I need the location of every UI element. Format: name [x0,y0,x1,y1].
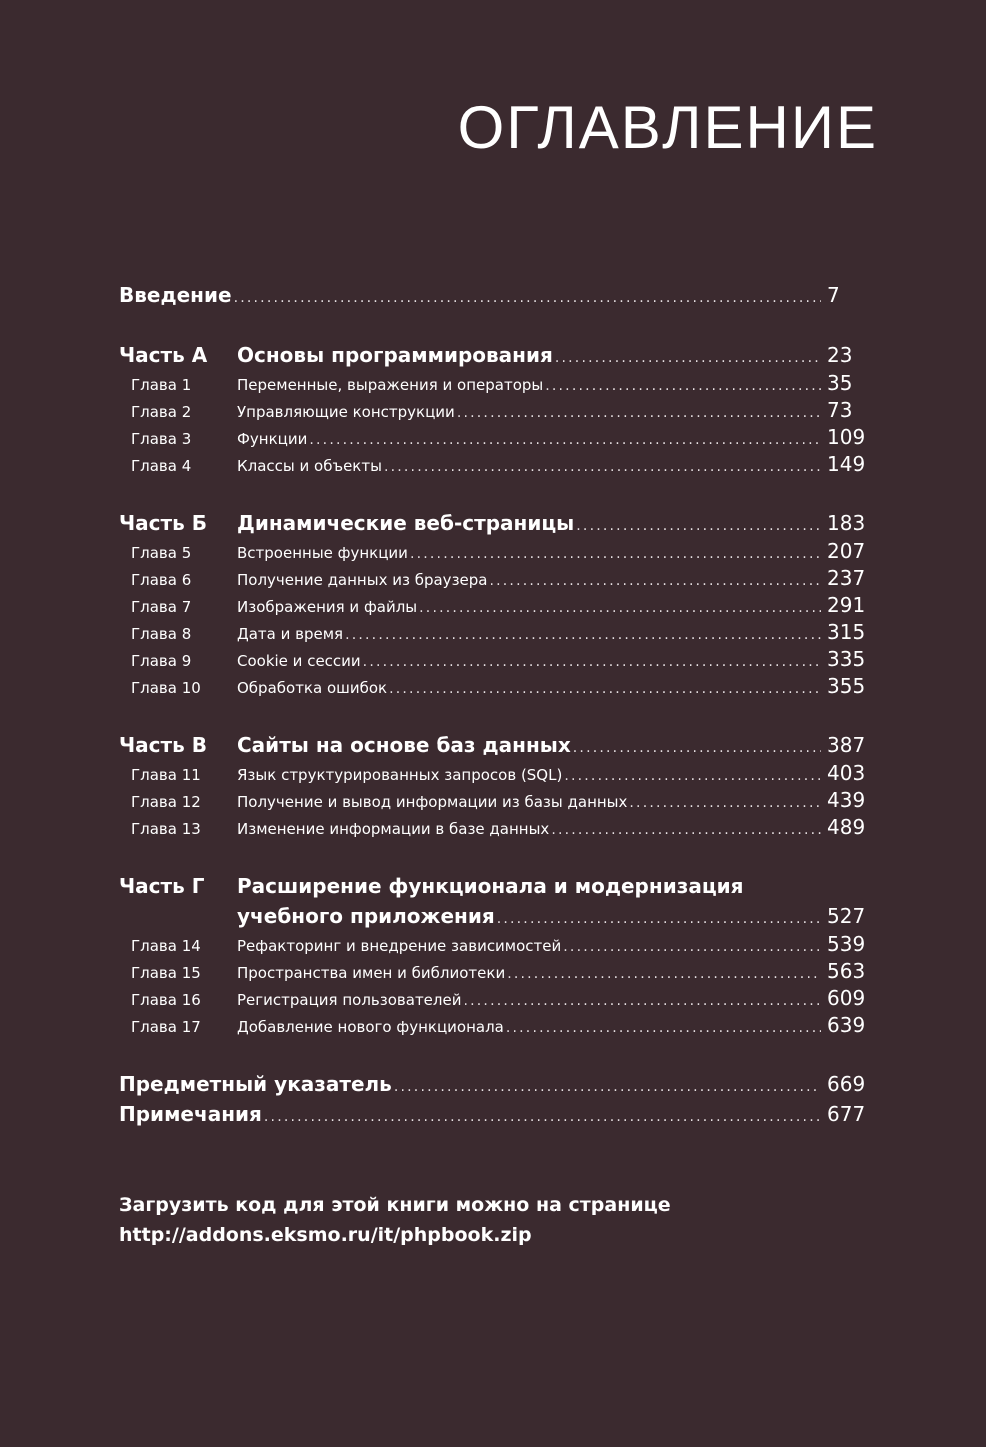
toc-chapter[interactable] [119,397,879,424]
page-number: 489 [827,815,866,839]
download-note [119,1190,671,1250]
toc-entry-intro[interactable] [119,280,879,310]
page-number: 639 [827,1013,866,1037]
toc-chapter[interactable] [119,370,879,397]
entry-title: Примечания [119,1102,262,1126]
entry-label: Глава 9 [131,652,192,670]
dot-leader [389,676,821,703]
page-number: 669 [827,1072,866,1096]
entry-title: Изображения и файлы [237,598,418,616]
entry-label: Глава 8 [131,625,192,643]
page-number: 527 [827,904,866,928]
page-number: 237 [827,566,866,590]
download-url[interactable]: http://addons.eksmo.ru/it/phpbook.zip [119,1224,532,1246]
page-number: 335 [827,647,866,671]
dot-leader [563,934,821,961]
dot-leader [555,343,821,373]
dot-leader [564,763,821,790]
toc-chapter[interactable] [119,985,879,1012]
entry-title: Получение данных из браузера [237,571,488,589]
dot-leader [463,988,821,1015]
toc-chapter[interactable] [119,1012,879,1039]
entry-label: Глава 17 [131,1018,201,1036]
dot-leader [384,454,821,481]
page-number: 677 [827,1102,866,1126]
entry-label: Глава 15 [131,964,201,982]
dot-leader [576,511,821,541]
toc-entry-index[interactable] [119,1069,879,1099]
entry-title: Динамические веб-страницы [237,511,575,535]
entry-title: Добавление нового функционала [237,1018,504,1036]
entry-label: Часть В [119,733,207,757]
toc-part[interactable] [119,508,879,538]
page-number: 35 [827,371,853,395]
entry-label: Глава 14 [131,937,201,955]
toc-chapter[interactable] [119,814,879,841]
toc-part-title-cont[interactable] [119,901,879,931]
download-text: Загрузить код для этой книги можно на странице [119,1194,671,1216]
entry-label: Глава 4 [131,457,192,475]
dot-leader [419,595,821,622]
page-number: 291 [827,593,866,617]
page-number: 7 [827,283,840,307]
page-number: 403 [827,761,866,785]
dot-leader [363,649,821,676]
entry-title: учебного приложения [237,904,495,928]
dot-leader [345,622,821,649]
toc-chapter[interactable] [119,760,879,787]
entry-label: Глава 6 [131,571,192,589]
page-number: 387 [827,733,866,757]
page-number: 315 [827,620,866,644]
entry-title: Основы программирования [237,343,553,367]
toc-part[interactable] [119,730,879,760]
entry-label: Часть А [119,343,208,367]
page-number: 355 [827,674,866,698]
entry-label: Часть Б [119,511,207,535]
dot-leader [410,541,821,568]
toc-part-title[interactable] [119,871,879,901]
dot-leader [394,1072,821,1102]
dot-leader [497,904,821,934]
entry-title: Регистрация пользователей [237,991,462,1009]
table-of-contents [119,280,879,1129]
dot-leader [264,1102,821,1132]
entry-label: Часть Г [119,874,205,898]
entry-title: Язык структурированных запросов (SQL) [237,766,563,784]
toc-chapter[interactable] [119,538,879,565]
entry-title: Изменение информации в базе данных [237,820,550,838]
dot-leader [309,427,821,454]
dot-leader [545,373,821,400]
toc-chapter[interactable] [119,619,879,646]
entry-label: Глава 12 [131,793,201,811]
page-number: 439 [827,788,866,812]
entry-title: Введение [119,283,232,307]
dot-leader [489,568,821,595]
entry-title: Классы и объекты [237,457,382,475]
entry-label: Глава 2 [131,403,192,421]
toc-entry-notes[interactable] [119,1099,879,1129]
entry-title: Управляющие конструкции [237,403,455,421]
entry-title: Предметный указатель [119,1072,392,1096]
entry-title: Пространства имен и библиотеки [237,964,506,982]
entry-title: Встроенные функции [237,544,408,562]
page-number: 73 [827,398,853,422]
toc-part[interactable] [119,340,879,370]
entry-title: Cookie и сессии [237,652,361,670]
entry-label: Глава 1 [131,376,192,394]
entry-title: Расширение функционала и модернизация [237,874,744,898]
entry-title: Получение и вывод информации из базы данных [237,793,628,811]
page-number: 609 [827,986,866,1010]
page-number: 23 [827,343,853,367]
dot-leader [507,961,821,988]
entry-title: Переменные, выражения и операторы [237,376,544,394]
page-number: 149 [827,452,866,476]
toc-chapter[interactable] [119,931,879,958]
toc-chapter[interactable] [119,451,879,478]
entry-title: Дата и время [237,625,344,643]
entry-title: Рефакторинг и внедрение зависимостей [237,937,562,955]
dot-leader [457,400,821,427]
entry-label: Глава 11 [131,766,201,784]
page-title: ОГЛАВЛЕНИЕ [457,94,878,161]
entry-label: Глава 16 [131,991,201,1009]
page-number: 563 [827,959,866,983]
toc-chapter[interactable] [119,565,879,592]
entry-label: Глава 5 [131,544,192,562]
dot-leader [629,790,821,817]
entry-title: Сайты на основе баз данных [237,733,571,757]
entry-title: Функции [237,430,308,448]
entry-label: Глава 7 [131,598,192,616]
page-number: 539 [827,932,866,956]
toc-chapter[interactable] [119,592,879,619]
toc-chapter[interactable] [119,958,879,985]
page-number: 183 [827,511,866,535]
entry-title: Обработка ошибок [237,679,388,697]
entry-label: Глава 3 [131,430,192,448]
toc-chapter[interactable] [119,646,879,673]
toc-chapter[interactable] [119,673,879,700]
entry-label: Глава 10 [131,679,201,697]
dot-leader [551,817,821,844]
toc-chapter[interactable] [119,787,879,814]
entry-label: Глава 13 [131,820,201,838]
dot-leader [573,733,821,763]
page-number: 207 [827,539,866,563]
dot-leader [234,283,821,313]
page-number: 109 [827,425,866,449]
toc-chapter[interactable] [119,424,879,451]
dot-leader [506,1015,821,1042]
